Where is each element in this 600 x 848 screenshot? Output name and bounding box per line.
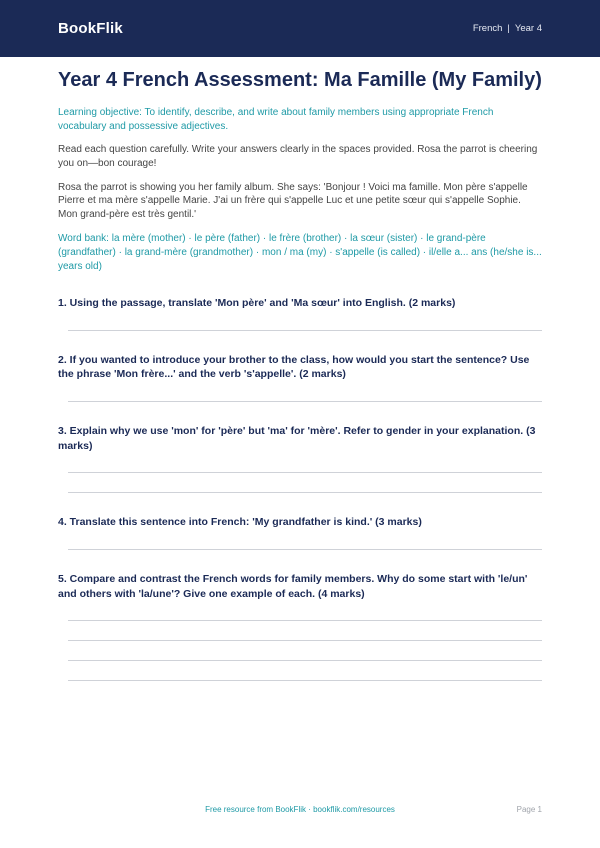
meta-separator: |: [507, 23, 510, 34]
question-3: [58, 424, 542, 493]
question-1: [58, 296, 542, 331]
header-meta: [473, 23, 542, 34]
question-text: 3. Explain why we use 'mon' for 'père' but 'ma' for 'mère'. Refer to gender in your explanation. (3 marks): [58, 425, 536, 452]
answer-area[interactable]: [58, 330, 542, 331]
answer-area[interactable]: [58, 472, 542, 493]
page-title: Year 4 French Assessment: Ma Famille (My Family): [58, 69, 542, 91]
answer-line[interactable]: [68, 549, 542, 550]
worksheet-body: [0, 69, 600, 681]
instructions: Read each question carefully. Write your answers clearly in the spaces provided. Rosa the parrot is cheering you on—bon courage!: [58, 144, 538, 169]
footer: [58, 805, 542, 814]
header-bar: [0, 0, 600, 57]
answer-line[interactable]: [68, 492, 542, 493]
question-text: 1. Using the passage, translate 'Mon père' and 'Ma sœur' into English. (2 marks): [58, 296, 456, 309]
year-label: Year 4: [514, 23, 542, 34]
answer-line[interactable]: [68, 472, 542, 473]
question-5: [58, 572, 542, 681]
answer-area[interactable]: [58, 549, 542, 550]
footer-source-link[interactable]: Free resource from BookFlik · bookflik.com/resources: [205, 805, 395, 814]
word-bank: Word bank: la mère (mother) · le père (father) · le frère (brother) · la sœur (sister) · le grand-père (grandfather) · la grand-mère (grandmother) · mon / ma (my) · s'appelle (is called) · il/elle a... ans (he/she is... years old): [58, 232, 542, 272]
answer-line[interactable]: [68, 640, 542, 641]
page-number: Page 1: [516, 805, 542, 814]
answer-line[interactable]: [68, 401, 542, 402]
answer-area[interactable]: [58, 401, 542, 402]
question-text: 5. Compare and contrast the French words for family members. Why do some start with 'le/un' and others with 'la/une'? Give one example of each. (4 marks): [58, 573, 528, 600]
answer-line[interactable]: [68, 660, 542, 661]
answer-line[interactable]: [68, 330, 542, 331]
answer-area[interactable]: [58, 620, 542, 681]
question-2: [58, 353, 542, 402]
answer-line[interactable]: [68, 620, 542, 621]
subject-label: French: [472, 23, 503, 34]
question-4: [58, 515, 542, 550]
question-text: 4. Translate this sentence into French: 'My grandfather is kind.' (3 marks): [58, 516, 422, 529]
reading-passage: Rosa the parrot is showing you her family album. She says: 'Bonjour ! Voici ma famille. Mon père s'appelle Pierre et ma mère s'appelle Marie. J'ai un frère qui s'appelle Luc et une petite sœur qui s'appelle Sophie. Mon grand-père est très gentil.': [58, 181, 528, 221]
question-text: 2. If you wanted to introduce your brother to the class, how would you start the sentence? Use the phrase 'Mon frère...' and the verb 's'appelle'. (2 marks): [58, 353, 530, 381]
learning-objective: Learning objective: To identify, describe, and write about family members using appropriate French vocabulary and possessive adjectives.: [58, 107, 494, 132]
answer-line[interactable]: [68, 680, 542, 681]
brand-logo[interactable]: BookFlik: [58, 20, 123, 37]
